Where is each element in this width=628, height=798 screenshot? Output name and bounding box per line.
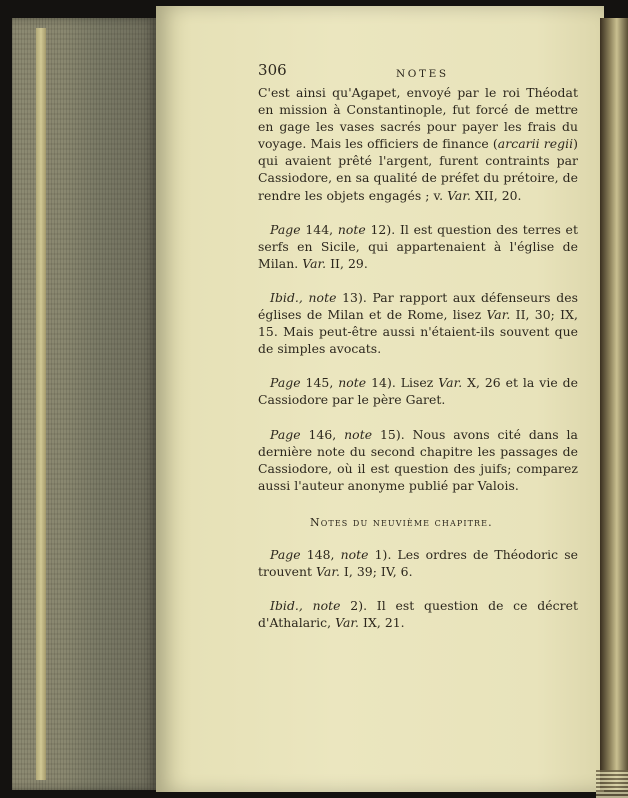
note-page-145-14 (258, 374, 578, 408)
n3-ref: Page (270, 375, 301, 391)
n4-ref: Page (270, 426, 301, 442)
page-stack-corner (596, 770, 628, 798)
n3-note: note (338, 375, 367, 391)
gilded-edge-strip (36, 28, 46, 780)
page-block-edge (12, 18, 158, 790)
n2-ref: Ibid., note (270, 289, 337, 305)
n2-var: Var. (486, 307, 511, 323)
p1-text: C'est ainsi qu'Agapet, envoyé par le roi Théodat en mission à Constantinople, fut forcé de mettre en gage les vases sacrés pour payer les frais du voyage. Mais les officiers de finance ( (258, 85, 578, 152)
n5-var: Var. (316, 564, 340, 580)
n4-note: note (344, 426, 373, 442)
page-number: 306 (258, 61, 287, 79)
note-ibid-13 (258, 289, 578, 357)
p1-italic: arcarii regii (497, 136, 574, 152)
note-page-146-15 (258, 426, 578, 494)
n6-text: 2). Il est question de ce décret d'Athalaric, (258, 598, 578, 631)
n6-ref: Ibid., note (270, 598, 341, 614)
page-text-block (258, 62, 578, 631)
paragraph-agapet (258, 84, 578, 204)
n5-num: 148, (300, 546, 341, 562)
n5-end: I, 39; IV, 6. (339, 564, 413, 580)
n3-var: Var. (438, 375, 463, 391)
note-page-144-12 (258, 221, 578, 272)
n1-note: note (337, 221, 366, 237)
running-head: NOTES (396, 68, 449, 80)
n1-var: Var. (302, 255, 327, 271)
p1-cont: ) qui avaient prêté l'argent, furent contraints par Cassiodore, en sa qualité de préfet du prétoire, de rendre les objets engagés ; v. (258, 136, 578, 203)
n1-ref: Page (270, 221, 301, 237)
n3-num: 145, (300, 375, 339, 391)
n3-text: 14). Lisez (366, 375, 439, 391)
n1-num: 144, (300, 221, 338, 237)
p1-var: Var. (447, 187, 471, 203)
n1-text: 12). Il est question des terres et serfs en Sicile, qui appartenaient à l'église de Milan. (258, 221, 578, 271)
n3-end: X, 26 et la vie de Cassiodore par le père Garet. (258, 375, 578, 408)
section-heading: Notes du neuvième chapitre. (310, 515, 493, 529)
n5-note: note (340, 546, 369, 562)
page-header (258, 62, 578, 84)
facing-page-edge (600, 18, 628, 790)
n4-num: 146, (300, 426, 345, 442)
n2-end: II, 30; IX, 15. Mais peut-être aussi n'étaient-ils souvent que de simples avocats. (258, 307, 578, 357)
note-page-148-1 (258, 546, 578, 580)
n6-var: Var. (335, 615, 360, 631)
n4-end: 15). Nous avons cité dans la dernière note du second chapitre les passages de Cassiodore, où il est question des juifs; comparez aussi l'auteur anonyme publié par Valois. (258, 426, 578, 493)
n5-text: 1). Les ordres de Théodoric se trouvent (258, 546, 578, 580)
n5-ref: Page (270, 546, 301, 562)
n1-end: II, 29. (326, 255, 368, 271)
p1-end: XII, 20. (470, 187, 522, 203)
n2-text: 13). Par rapport aux défenseurs des églises de Milan et de Rome, lisez (258, 289, 578, 323)
note-ibid-2 (258, 597, 578, 631)
n6-end: IX, 21. (359, 615, 405, 631)
